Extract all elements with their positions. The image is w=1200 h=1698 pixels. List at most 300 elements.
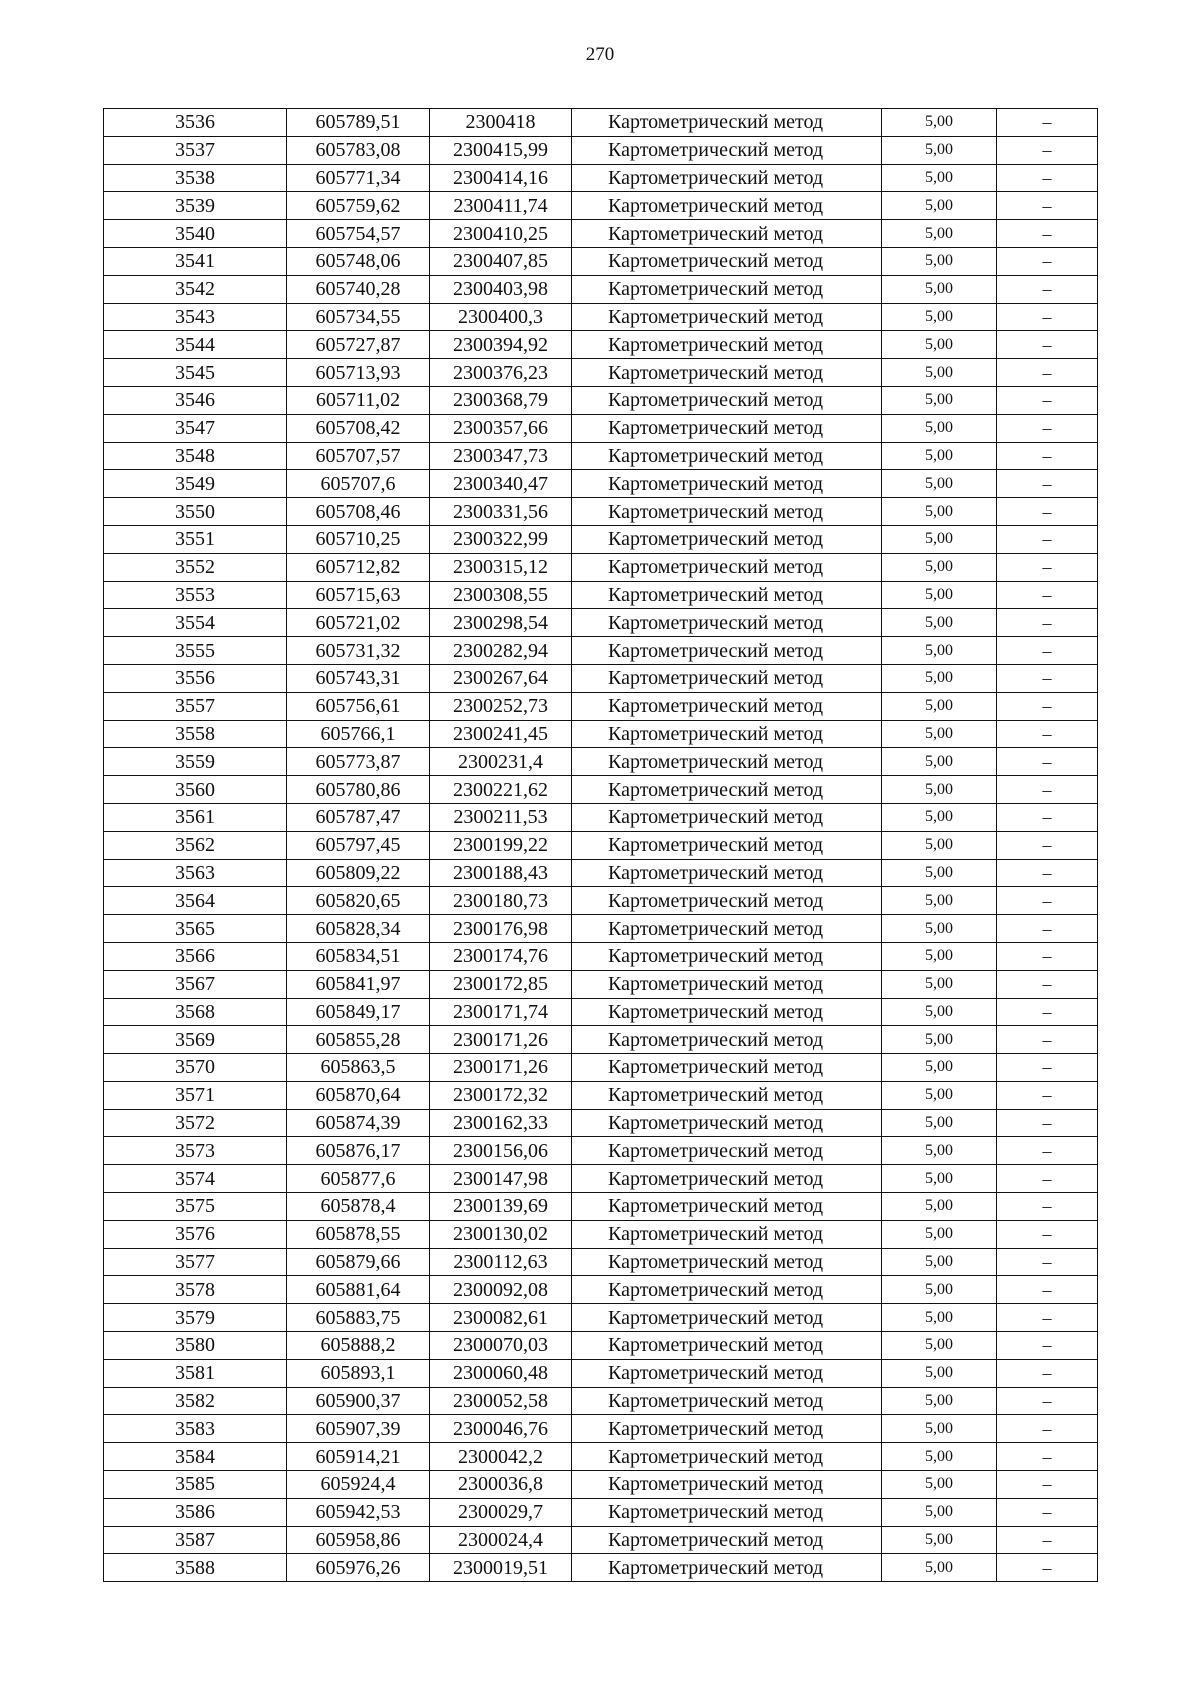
table-row: [104, 386, 1098, 414]
table-row: [104, 803, 1098, 831]
table-row: [104, 1332, 1098, 1360]
x-coordinate-cell: 605754,57: [287, 220, 430, 248]
table-row: [104, 331, 1098, 359]
y-coordinate-cell: 2300376,23: [430, 359, 572, 387]
note-cell: –: [997, 275, 1098, 303]
note-cell: –: [997, 1415, 1098, 1443]
table-row: [104, 1026, 1098, 1054]
accuracy-cell: 5,00: [882, 831, 997, 859]
x-coordinate-cell: 605893,1: [287, 1359, 430, 1387]
x-coordinate-cell: 605878,55: [287, 1220, 430, 1248]
table-row: [104, 1304, 1098, 1332]
note-cell: –: [997, 386, 1098, 414]
note-cell: –: [997, 192, 1098, 220]
note-cell: –: [997, 803, 1098, 831]
accuracy-cell: 5,00: [882, 692, 997, 720]
x-coordinate-cell: 605849,17: [287, 998, 430, 1026]
table-row: [104, 1220, 1098, 1248]
x-coordinate-cell: 605874,39: [287, 1109, 430, 1137]
y-coordinate-cell: 2300418: [430, 109, 572, 137]
x-coordinate-cell: 605924,4: [287, 1471, 430, 1499]
x-coordinate-cell: 605789,51: [287, 109, 430, 137]
method-cell: Картометрический метод: [572, 637, 882, 665]
y-coordinate-cell: 2300130,02: [430, 1220, 572, 1248]
table-row: [104, 581, 1098, 609]
table-row: [104, 1137, 1098, 1165]
note-cell: –: [997, 776, 1098, 804]
method-cell: Картометрический метод: [572, 915, 882, 943]
table-row: [104, 692, 1098, 720]
note-cell: –: [997, 414, 1098, 442]
note-cell: –: [997, 1498, 1098, 1526]
y-coordinate-cell: 2300024,4: [430, 1526, 572, 1554]
table-row: [104, 1193, 1098, 1221]
accuracy-cell: 5,00: [882, 1387, 997, 1415]
accuracy-cell: 5,00: [882, 109, 997, 137]
note-cell: –: [997, 942, 1098, 970]
point-number-cell: 3557: [104, 692, 287, 720]
table-row: [104, 915, 1098, 943]
y-coordinate-cell: 2300357,66: [430, 414, 572, 442]
x-coordinate-cell: 605734,55: [287, 303, 430, 331]
point-number-cell: 3564: [104, 887, 287, 915]
accuracy-cell: 5,00: [882, 386, 997, 414]
note-cell: –: [997, 581, 1098, 609]
y-coordinate-cell: 2300171,26: [430, 1026, 572, 1054]
x-coordinate-cell: 605888,2: [287, 1332, 430, 1360]
method-cell: Картометрический метод: [572, 1554, 882, 1582]
point-number-cell: 3579: [104, 1304, 287, 1332]
point-number-cell: 3558: [104, 720, 287, 748]
y-coordinate-cell: 2300400,3: [430, 303, 572, 331]
point-number-cell: 3561: [104, 803, 287, 831]
point-number-cell: 3562: [104, 831, 287, 859]
note-cell: –: [997, 831, 1098, 859]
method-cell: Картометрический метод: [572, 1498, 882, 1526]
accuracy-cell: 5,00: [882, 1276, 997, 1304]
method-cell: Картометрический метод: [572, 831, 882, 859]
point-number-cell: 3568: [104, 998, 287, 1026]
table-row: [104, 748, 1098, 776]
accuracy-cell: 5,00: [882, 664, 997, 692]
accuracy-cell: 5,00: [882, 1554, 997, 1582]
table-row: [104, 1109, 1098, 1137]
x-coordinate-cell: 605710,25: [287, 525, 430, 553]
table-row: [104, 887, 1098, 915]
note-cell: –: [997, 1193, 1098, 1221]
table-row: [104, 414, 1098, 442]
accuracy-cell: 5,00: [882, 498, 997, 526]
point-number-cell: 3546: [104, 386, 287, 414]
point-number-cell: 3566: [104, 942, 287, 970]
accuracy-cell: 5,00: [882, 748, 997, 776]
y-coordinate-cell: 2300282,94: [430, 637, 572, 665]
method-cell: Картометрический метод: [572, 331, 882, 359]
method-cell: Картометрический метод: [572, 692, 882, 720]
table-row: [104, 1276, 1098, 1304]
note-cell: –: [997, 553, 1098, 581]
accuracy-cell: 5,00: [882, 164, 997, 192]
y-coordinate-cell: 2300060,48: [430, 1359, 572, 1387]
method-cell: Картометрический метод: [572, 1220, 882, 1248]
method-cell: Картометрический метод: [572, 720, 882, 748]
method-cell: Картометрический метод: [572, 1109, 882, 1137]
table-row: [104, 1526, 1098, 1554]
accuracy-cell: 5,00: [882, 1443, 997, 1471]
y-coordinate-cell: 2300315,12: [430, 553, 572, 581]
method-cell: Картометрический метод: [572, 803, 882, 831]
x-coordinate-cell: 605881,64: [287, 1276, 430, 1304]
y-coordinate-cell: 2300019,51: [430, 1554, 572, 1582]
accuracy-cell: 5,00: [882, 859, 997, 887]
x-coordinate-cell: 605876,17: [287, 1137, 430, 1165]
method-cell: Картометрический метод: [572, 581, 882, 609]
x-coordinate-cell: 605759,62: [287, 192, 430, 220]
method-cell: Картометрический метод: [572, 164, 882, 192]
accuracy-cell: 5,00: [882, 720, 997, 748]
accuracy-cell: 5,00: [882, 1498, 997, 1526]
point-number-cell: 3547: [104, 414, 287, 442]
table-row: [104, 470, 1098, 498]
method-cell: Картометрический метод: [572, 136, 882, 164]
method-cell: Картометрический метод: [572, 303, 882, 331]
accuracy-cell: 5,00: [882, 1109, 997, 1137]
x-coordinate-cell: 605713,93: [287, 359, 430, 387]
x-coordinate-cell: 605958,86: [287, 1526, 430, 1554]
y-coordinate-cell: 2300176,98: [430, 915, 572, 943]
note-cell: –: [997, 1359, 1098, 1387]
table-row: [104, 1081, 1098, 1109]
note-cell: –: [997, 498, 1098, 526]
y-coordinate-cell: 2300139,69: [430, 1193, 572, 1221]
table-row: [104, 1054, 1098, 1082]
y-coordinate-cell: 2300171,26: [430, 1054, 572, 1082]
note-cell: –: [997, 525, 1098, 553]
method-cell: Картометрический метод: [572, 1387, 882, 1415]
accuracy-cell: 5,00: [882, 1415, 997, 1443]
table-row: [104, 1554, 1098, 1582]
y-coordinate-cell: 2300407,85: [430, 247, 572, 275]
note-cell: –: [997, 1109, 1098, 1137]
note-cell: –: [997, 442, 1098, 470]
method-cell: Картометрический метод: [572, 1248, 882, 1276]
y-coordinate-cell: 2300112,63: [430, 1248, 572, 1276]
x-coordinate-cell: 605727,87: [287, 331, 430, 359]
x-coordinate-cell: 605708,42: [287, 414, 430, 442]
point-number-cell: 3585: [104, 1471, 287, 1499]
method-cell: Картометрический метод: [572, 664, 882, 692]
accuracy-cell: 5,00: [882, 1359, 997, 1387]
note-cell: –: [997, 1387, 1098, 1415]
y-coordinate-cell: 2300070,03: [430, 1332, 572, 1360]
accuracy-cell: 5,00: [882, 942, 997, 970]
table-row: [104, 720, 1098, 748]
method-cell: Картометрический метод: [572, 1165, 882, 1193]
point-number-cell: 3573: [104, 1137, 287, 1165]
accuracy-cell: 5,00: [882, 470, 997, 498]
point-number-cell: 3551: [104, 525, 287, 553]
note-cell: –: [997, 303, 1098, 331]
note-cell: –: [997, 1137, 1098, 1165]
method-cell: Картометрический метод: [572, 525, 882, 553]
method-cell: Картометрический метод: [572, 1054, 882, 1082]
accuracy-cell: 5,00: [882, 581, 997, 609]
note-cell: –: [997, 1165, 1098, 1193]
x-coordinate-cell: 605708,46: [287, 498, 430, 526]
point-number-cell: 3543: [104, 303, 287, 331]
method-cell: Картометрический метод: [572, 776, 882, 804]
method-cell: Картометрический метод: [572, 1137, 882, 1165]
accuracy-cell: 5,00: [882, 1248, 997, 1276]
method-cell: Картометрический метод: [572, 609, 882, 637]
method-cell: Картометрический метод: [572, 442, 882, 470]
point-number-cell: 3559: [104, 748, 287, 776]
accuracy-cell: 5,00: [882, 1137, 997, 1165]
y-coordinate-cell: 2300172,32: [430, 1081, 572, 1109]
point-number-cell: 3588: [104, 1554, 287, 1582]
method-cell: Картометрический метод: [572, 1304, 882, 1332]
x-coordinate-cell: 605780,86: [287, 776, 430, 804]
point-number-cell: 3540: [104, 220, 287, 248]
x-coordinate-cell: 605863,5: [287, 1054, 430, 1082]
table-row: [104, 664, 1098, 692]
y-coordinate-cell: 2300322,99: [430, 525, 572, 553]
note-cell: –: [997, 1304, 1098, 1332]
note-cell: –: [997, 1081, 1098, 1109]
note-cell: –: [997, 1248, 1098, 1276]
method-cell: Картометрический метод: [572, 220, 882, 248]
accuracy-cell: 5,00: [882, 247, 997, 275]
table-row: [104, 776, 1098, 804]
point-number-cell: 3575: [104, 1193, 287, 1221]
note-cell: –: [997, 720, 1098, 748]
accuracy-cell: 5,00: [882, 1526, 997, 1554]
y-coordinate-cell: 2300241,45: [430, 720, 572, 748]
method-cell: Картометрический метод: [572, 1193, 882, 1221]
point-number-cell: 3538: [104, 164, 287, 192]
y-coordinate-cell: 2300267,64: [430, 664, 572, 692]
method-cell: Картометрический метод: [572, 414, 882, 442]
point-number-cell: 3576: [104, 1220, 287, 1248]
accuracy-cell: 5,00: [882, 220, 997, 248]
point-number-cell: 3555: [104, 637, 287, 665]
table-row: [104, 109, 1098, 137]
y-coordinate-cell: 2300252,73: [430, 692, 572, 720]
y-coordinate-cell: 2300199,22: [430, 831, 572, 859]
x-coordinate-cell: 605783,08: [287, 136, 430, 164]
method-cell: Картометрический метод: [572, 498, 882, 526]
point-number-cell: 3536: [104, 109, 287, 137]
point-number-cell: 3587: [104, 1526, 287, 1554]
method-cell: Картометрический метод: [572, 970, 882, 998]
accuracy-cell: 5,00: [882, 1054, 997, 1082]
table-row: [104, 970, 1098, 998]
note-cell: –: [997, 748, 1098, 776]
table-body: [104, 109, 1098, 1582]
x-coordinate-cell: 605855,28: [287, 1026, 430, 1054]
accuracy-cell: 5,00: [882, 1304, 997, 1332]
point-number-cell: 3544: [104, 331, 287, 359]
table-row: [104, 609, 1098, 637]
table-row: [104, 1387, 1098, 1415]
table-row: [104, 359, 1098, 387]
point-number-cell: 3572: [104, 1109, 287, 1137]
accuracy-cell: 5,00: [882, 998, 997, 1026]
accuracy-cell: 5,00: [882, 1026, 997, 1054]
y-coordinate-cell: 2300221,62: [430, 776, 572, 804]
table-row: [104, 637, 1098, 665]
note-cell: –: [997, 970, 1098, 998]
accuracy-cell: 5,00: [882, 553, 997, 581]
y-coordinate-cell: 2300156,06: [430, 1137, 572, 1165]
y-coordinate-cell: 2300172,85: [430, 970, 572, 998]
x-coordinate-cell: 605711,02: [287, 386, 430, 414]
x-coordinate-cell: 605976,26: [287, 1554, 430, 1582]
table-row: [104, 1443, 1098, 1471]
y-coordinate-cell: 2300331,56: [430, 498, 572, 526]
table-row: [104, 1415, 1098, 1443]
table-row: [104, 1498, 1098, 1526]
y-coordinate-cell: 2300082,61: [430, 1304, 572, 1332]
method-cell: Картометрический метод: [572, 470, 882, 498]
accuracy-cell: 5,00: [882, 192, 997, 220]
point-number-cell: 3569: [104, 1026, 287, 1054]
accuracy-cell: 5,00: [882, 970, 997, 998]
note-cell: –: [997, 609, 1098, 637]
table-row: [104, 1359, 1098, 1387]
y-coordinate-cell: 2300092,08: [430, 1276, 572, 1304]
y-coordinate-cell: 2300308,55: [430, 581, 572, 609]
point-number-cell: 3565: [104, 915, 287, 943]
y-coordinate-cell: 2300403,98: [430, 275, 572, 303]
point-number-cell: 3545: [104, 359, 287, 387]
method-cell: Картометрический метод: [572, 553, 882, 581]
accuracy-cell: 5,00: [882, 1471, 997, 1499]
page-number: 270: [585, 44, 615, 65]
note-cell: –: [997, 1332, 1098, 1360]
point-number-cell: 3584: [104, 1443, 287, 1471]
point-number-cell: 3567: [104, 970, 287, 998]
x-coordinate-cell: 605834,51: [287, 942, 430, 970]
y-coordinate-cell: 2300042,2: [430, 1443, 572, 1471]
x-coordinate-cell: 605715,63: [287, 581, 430, 609]
point-number-cell: 3556: [104, 664, 287, 692]
x-coordinate-cell: 605870,64: [287, 1081, 430, 1109]
point-number-cell: 3563: [104, 859, 287, 887]
method-cell: Картометрический метод: [572, 359, 882, 387]
y-coordinate-cell: 2300171,74: [430, 998, 572, 1026]
x-coordinate-cell: 605914,21: [287, 1443, 430, 1471]
note-cell: –: [997, 637, 1098, 665]
y-coordinate-cell: 2300147,98: [430, 1165, 572, 1193]
note-cell: –: [997, 1554, 1098, 1582]
accuracy-cell: 5,00: [882, 776, 997, 804]
x-coordinate-cell: 605787,47: [287, 803, 430, 831]
method-cell: Картометрический метод: [572, 1443, 882, 1471]
point-number-cell: 3581: [104, 1359, 287, 1387]
y-coordinate-cell: 2300174,76: [430, 942, 572, 970]
x-coordinate-cell: 605712,82: [287, 553, 430, 581]
method-cell: Картометрический метод: [572, 247, 882, 275]
method-cell: Картометрический метод: [572, 998, 882, 1026]
x-coordinate-cell: 605820,65: [287, 887, 430, 915]
x-coordinate-cell: 605900,37: [287, 1387, 430, 1415]
x-coordinate-cell: 605707,6: [287, 470, 430, 498]
point-number-cell: 3574: [104, 1165, 287, 1193]
method-cell: Картометрический метод: [572, 1526, 882, 1554]
y-coordinate-cell: 2300046,76: [430, 1415, 572, 1443]
accuracy-cell: 5,00: [882, 1081, 997, 1109]
point-number-cell: 3577: [104, 1248, 287, 1276]
y-coordinate-cell: 2300211,53: [430, 803, 572, 831]
method-cell: Картометрический метод: [572, 1026, 882, 1054]
note-cell: –: [997, 998, 1098, 1026]
x-coordinate-cell: 605740,28: [287, 275, 430, 303]
table-row: [104, 998, 1098, 1026]
method-cell: Картометрический метод: [572, 1415, 882, 1443]
point-number-cell: 3549: [104, 470, 287, 498]
y-coordinate-cell: 2300052,58: [430, 1387, 572, 1415]
y-coordinate-cell: 2300410,25: [430, 220, 572, 248]
point-number-cell: 3539: [104, 192, 287, 220]
method-cell: Картометрический метод: [572, 386, 882, 414]
x-coordinate-cell: 605731,32: [287, 637, 430, 665]
coordinates-table: [103, 108, 1098, 1582]
accuracy-cell: 5,00: [882, 331, 997, 359]
table-row: [104, 164, 1098, 192]
table-row: [104, 553, 1098, 581]
accuracy-cell: 5,00: [882, 1332, 997, 1360]
table-row: [104, 247, 1098, 275]
method-cell: Картометрический метод: [572, 275, 882, 303]
point-number-cell: 3541: [104, 247, 287, 275]
table-row: [104, 192, 1098, 220]
x-coordinate-cell: 605748,06: [287, 247, 430, 275]
point-number-cell: 3560: [104, 776, 287, 804]
x-coordinate-cell: 605878,4: [287, 1193, 430, 1221]
y-coordinate-cell: 2300347,73: [430, 442, 572, 470]
x-coordinate-cell: 605877,6: [287, 1165, 430, 1193]
accuracy-cell: 5,00: [882, 1220, 997, 1248]
method-cell: Картометрический метод: [572, 1081, 882, 1109]
x-coordinate-cell: 605841,97: [287, 970, 430, 998]
accuracy-cell: 5,00: [882, 442, 997, 470]
note-cell: –: [997, 1026, 1098, 1054]
y-coordinate-cell: 2300298,54: [430, 609, 572, 637]
table-row: [104, 275, 1098, 303]
note-cell: –: [997, 1443, 1098, 1471]
note-cell: –: [997, 164, 1098, 192]
table-row: [104, 525, 1098, 553]
accuracy-cell: 5,00: [882, 887, 997, 915]
note-cell: –: [997, 220, 1098, 248]
note-cell: –: [997, 1220, 1098, 1248]
table-row: [104, 831, 1098, 859]
point-number-cell: 3570: [104, 1054, 287, 1082]
accuracy-cell: 5,00: [882, 1165, 997, 1193]
note-cell: –: [997, 887, 1098, 915]
table-row: [104, 220, 1098, 248]
x-coordinate-cell: 605809,22: [287, 859, 430, 887]
note-cell: –: [997, 331, 1098, 359]
y-coordinate-cell: 2300368,79: [430, 386, 572, 414]
note-cell: –: [997, 664, 1098, 692]
note-cell: –: [997, 136, 1098, 164]
accuracy-cell: 5,00: [882, 136, 997, 164]
x-coordinate-cell: 605797,45: [287, 831, 430, 859]
x-coordinate-cell: 605883,75: [287, 1304, 430, 1332]
method-cell: Картометрический метод: [572, 192, 882, 220]
